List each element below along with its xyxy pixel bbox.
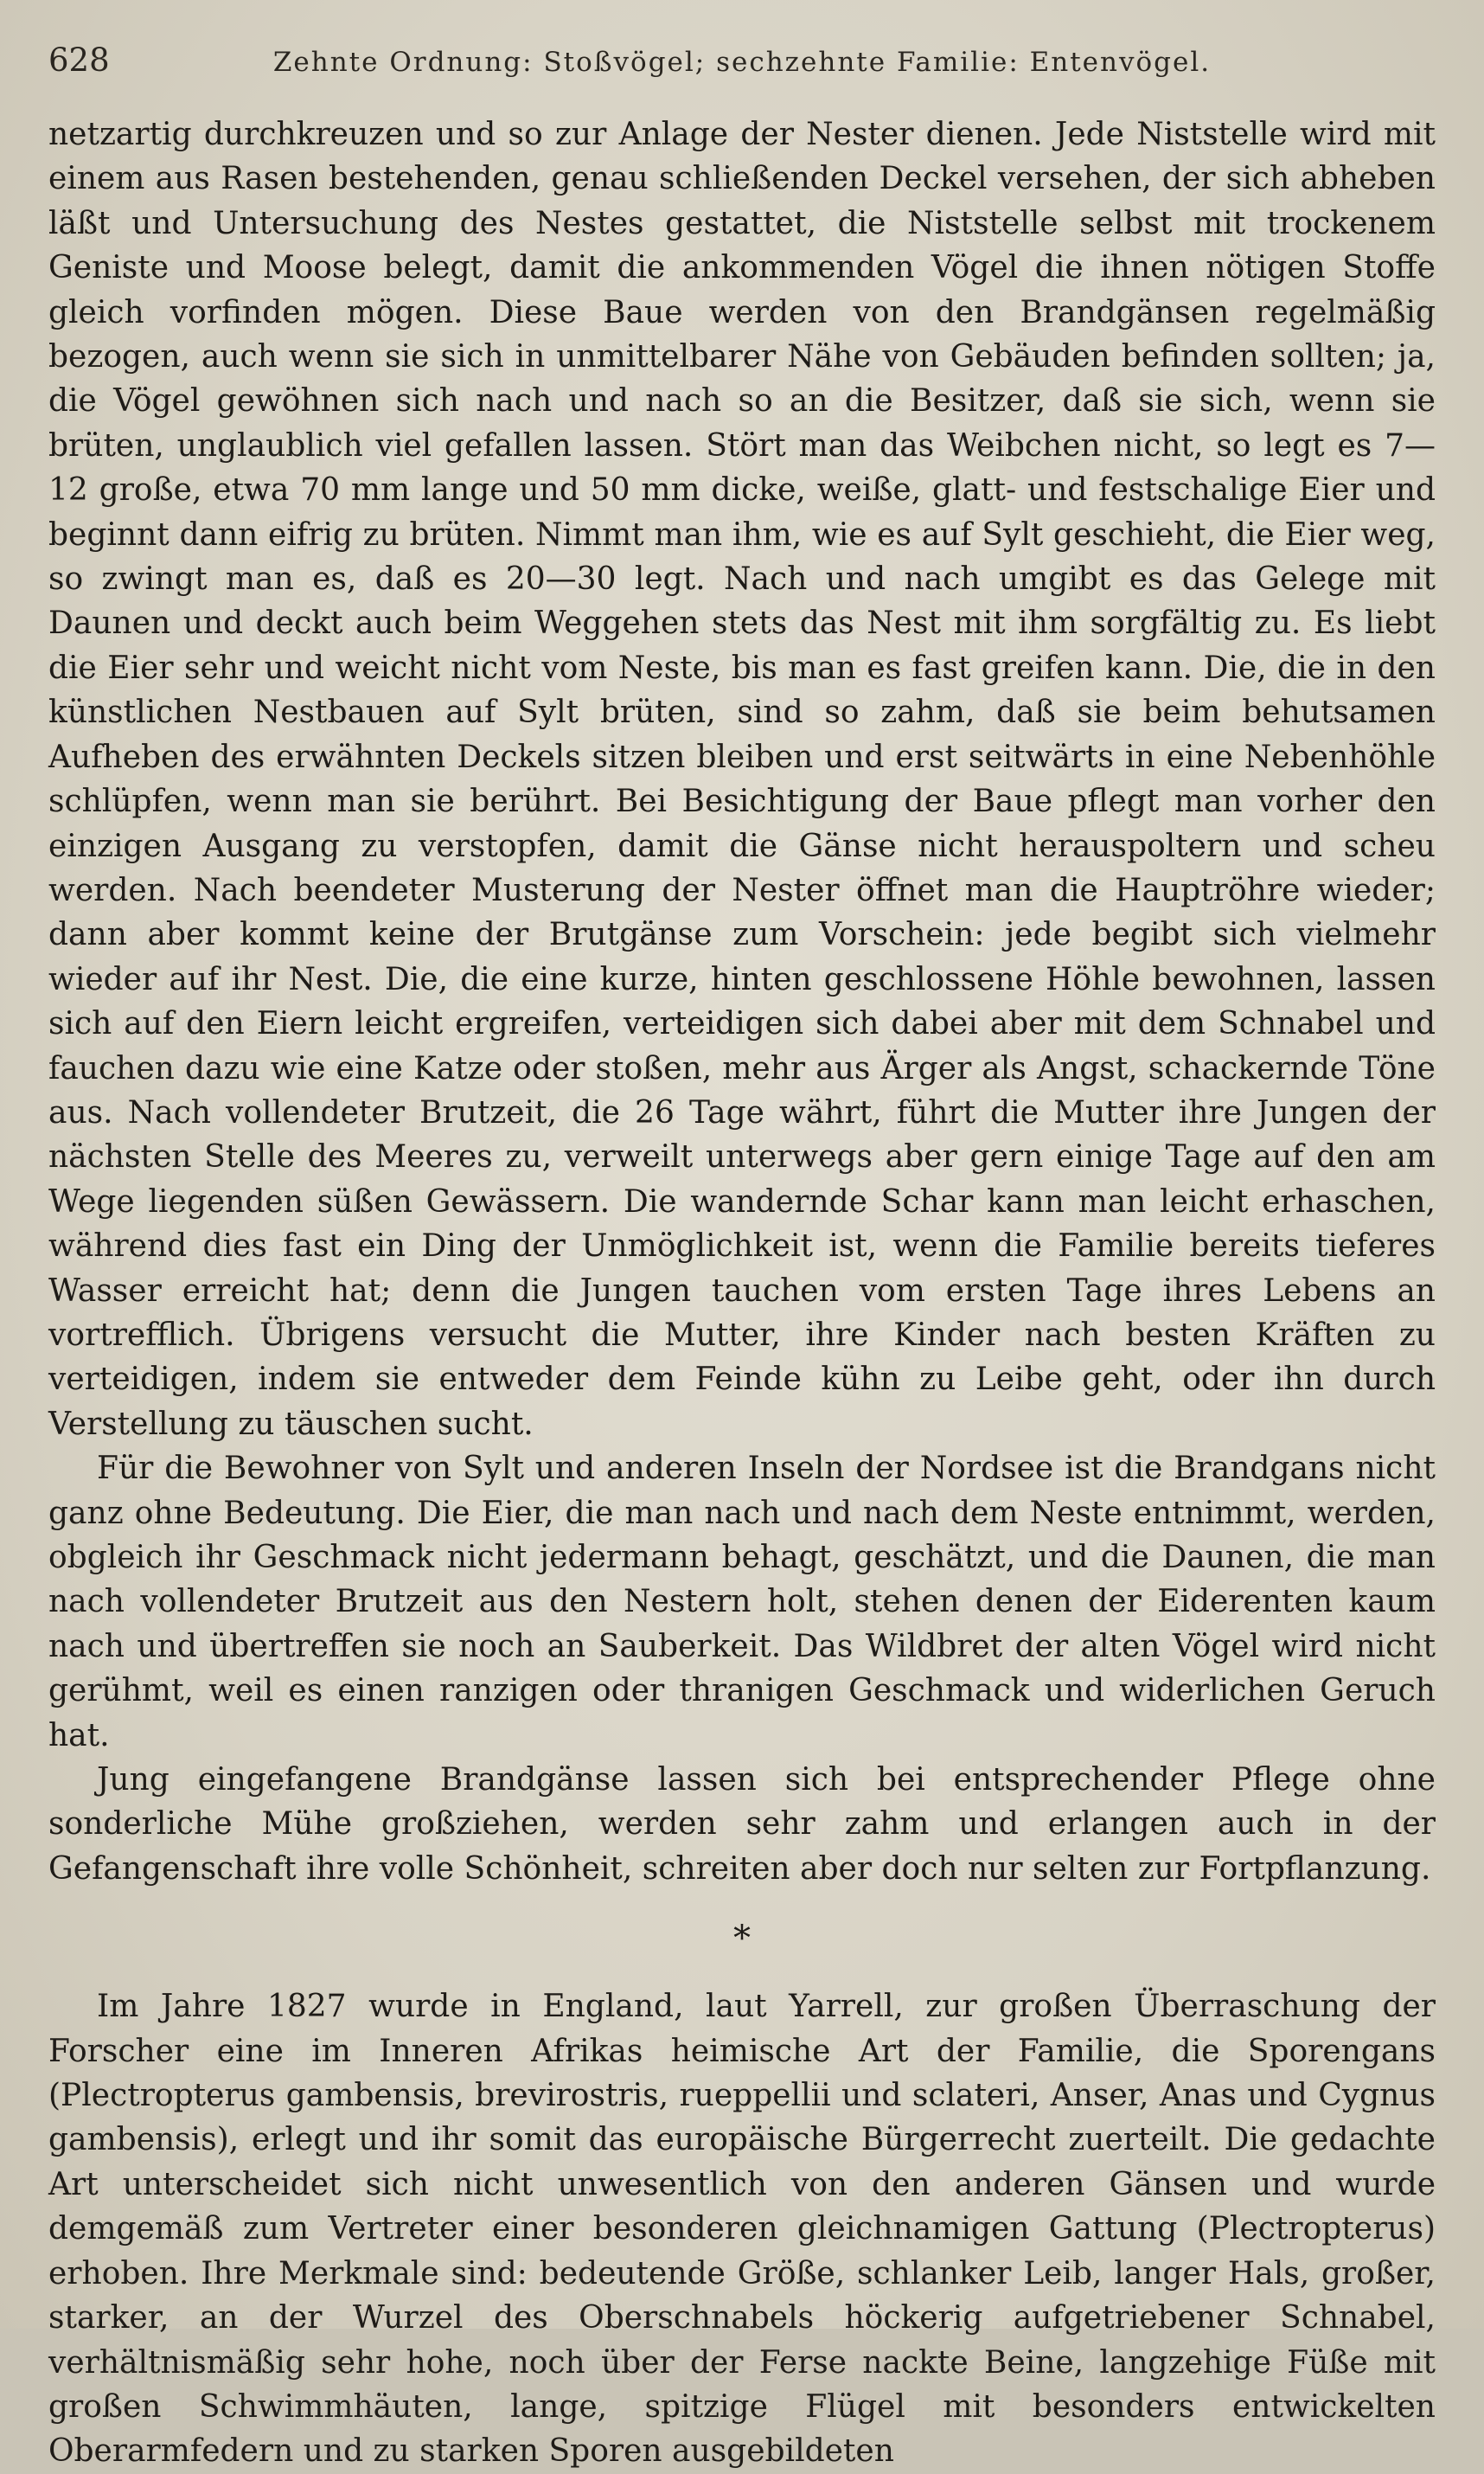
paragraph-use-by-islanders: Für die Bewohner von Sylt und anderen Inseln der Nordsee ist die Brandgans nicht ganz ohne Bedeutung. Die Eier, die man nach und nach dem Neste entnimmt, werden, obgleich ihr Geschmack nicht jedermann behagt, geschätzt, und die Daunen, die man nach vollendeter Brutzeit aus den Nestern holt, stehen denen der Eiderenten kaum nach und übertreffen sie noch an Sauberkeit. Das Wildbret der alten Vögel wird nicht gerühmt, weil es einen ranzigen oder thranigen Geschmack und widerlichen Geruch hat. [48,1451,1436,1753]
paragraph-captivity: Jung eingefangene Brandgänse lassen sich bei entsprechender Pflege ohne sonderliche Mühe großziehen, werden sehr zahm und erlangen auch in der Gefangenschaft ihre volle Schönheit, schreiten aber doch nur selten zur Fortpflanzung. [48,1762,1436,1887]
page-number: 628 [48,42,110,79]
running-head [48,42,1436,93]
section-separator: * [733,1919,751,1959]
body-text [48,112,1436,2474]
paragraph-spur-winged-goose: Im Jahre 1827 wurde in England, laut Yarrell, zur großen Überraschung der Forscher eine im Inneren Afrikas heimische Art der Familie, die Sporengans (Plectropterus gambensis, brevirostris, rueppellii und sclateri, Anser, Anas und Cygnus gambensis), erlegt und ihr somit das europäische Bürgerrecht zuerteilt. Die gedachte Art unterscheidet sich nicht unwesentlich von den anderen Gänsen und wurde demgemäß zum Vertreter einer besonderen gleichnamigen Gattung (Plectropterus) erhoben. Ihre Merkmale sind: bedeutende Größe, schlanker Leib, langer Hals, großer, starker, an der Wurzel des Oberschnabels höckerig aufgetriebener Schnabel, verhältnismäßig sehr hohe, noch über der Ferse nackte Beine, langzehige Füße mit großen Schwimmhäuten, lange, spitzige Flügel mit besonders entwickelten Oberarmfedern und zu starken Sporen ausgebildeten [48,1989,1436,2470]
running-title: Zehnte Ordnung: Stoßvögel; sechzehnte Familie: Entenvögel. [272,47,1212,78]
paragraph-nesting-behavior: netzartig durchkreuzen und so zur Anlage der Nester dienen. Jede Niststelle wird mit einem aus Rasen bestehenden, genau schließenden Deckel versehen, der sich abheben läßt und Untersuchung des Nestes gestattet, die Niststelle selbst mit trockenem Geniste und Moose belegt, damit die ankommenden Vögel die ihnen nötigen Stoffe gleich vorfinden mögen. Diese Baue werden von den Brandgänsen regelmäßig bezogen, auch wenn sie sich in unmittelbarer Nähe von Gebäuden befinden sollten; ja, die Vögel gewöhnen sich nach und nach so an die Besitzer, daß sie sich, wenn sie brüten, unglaublich viel gefallen lassen. Stört man das Weibchen nicht, so legt es 7—12 große, etwa 70 mm lange und 50 mm dicke, weiße, glatt- und festschalige Eier und beginnt dann eifrig zu brüten. Nimmt man ihm, wie es auf Sylt geschieht, die Eier weg, so zwingt man es, daß es 20—30 legt. Nach und nach umgibt es das Gelege mit Daunen und deckt auch beim Weggehen stets das Nest mit ihm sorgfältig zu. Es liebt die Eier sehr und weicht nicht vom Neste, bis man es fast greifen kann. Die, die in den künstlichen Nestbauen auf Sylt brüten, sind so zahm, daß sie beim behutsamen Aufheben des erwähnten Deckels sitzen bleiben und erst seitwärts in eine Nebenhöhle schlüpfen, wenn man sie berührt. Bei Besichtigung der Baue pflegt man vorher den einzigen Ausgang zu verstopfen, damit die Gänse nicht herauspoltern und scheu werden. Nach beendeter Musterung der Nester öffnet man die Hauptröhre wieder; dann aber kommt keine der Brutgänse zum Vorschein: jede begibt sich vielmehr wieder auf ihr Nest. Die, die eine kurze, hinten geschlossene Höhle bewohnen, lassen sich auf den Eiern leicht ergreifen, verteidigen sich dabei aber mit dem Schnabel und fauchen dazu wie eine Katze oder stoßen, mehr aus Ärger als Angst, schackernde Töne aus. Nach vollendeter Brutzeit, die 26 Tage währt, führt die Mutter ihre Jungen der nächsten Stelle des Meeres zu, verweilt unterwegs aber gern einige Tage auf den am Wege liegenden süßen Gewässern. Die wandernde Schar kann man leicht erhaschen, während dies fast ein Ding der Unmöglichkeit ist, wenn die Familie bereits tieferes Wasser erreicht hat; denn die Jungen tauchen vom ersten Tage ihres Lebens an vortrefflich. Übrigens versucht die Mutter, ihre Kinder nach besten Kräften zu verteidigen, indem sie entweder dem Feinde kühn zu Leibe geht, oder ihn durch Verstellung zu täuschen sucht. [48,117,1436,1442]
